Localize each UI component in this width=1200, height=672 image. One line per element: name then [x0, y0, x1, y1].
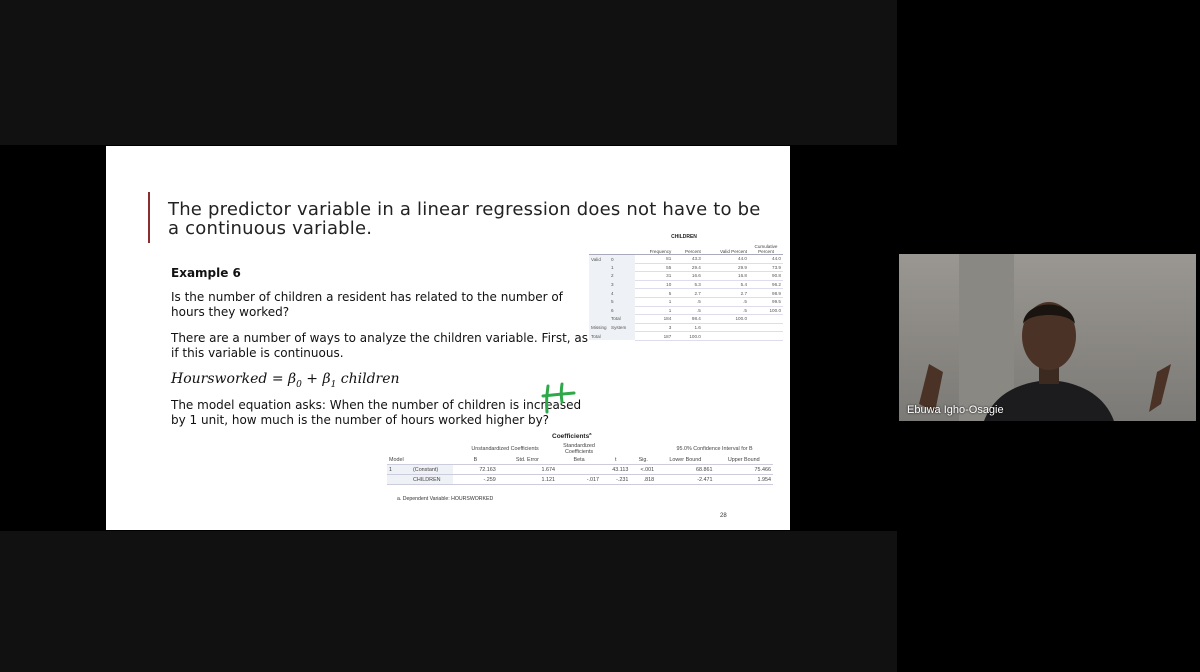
- example-heading: Example 6: [171, 266, 241, 280]
- approach-paragraph: There are a number of ways to analyze the children variable. First, as if this variable is continuous.: [171, 331, 589, 360]
- column-header: Frequency: [635, 244, 673, 255]
- table-cell: Valid: [589, 255, 609, 264]
- table-cell: 184: [635, 315, 673, 324]
- table-row: [387, 465, 773, 475]
- table-cell: .5: [673, 306, 703, 315]
- table-cell: 5.3: [673, 280, 703, 289]
- table-cell: 98.4: [673, 315, 703, 324]
- table-cell: 1: [635, 306, 673, 315]
- plus-annotation-icon: [540, 382, 580, 418]
- table-cell: 29.9: [703, 263, 749, 272]
- equation-plus: +: [306, 371, 323, 387]
- table-cell: [589, 263, 609, 272]
- table-cell: 5: [635, 289, 673, 298]
- table-cell: .818: [630, 475, 656, 485]
- table-cell: 2: [609, 272, 635, 281]
- table-row: [589, 263, 783, 272]
- table-cell: Total: [589, 332, 609, 341]
- column-header: [609, 244, 635, 255]
- table-cell: 90.8: [749, 272, 783, 281]
- table-cell: 72.163: [453, 465, 498, 475]
- table-cell: 55: [635, 263, 673, 272]
- table-cell: 75.466: [715, 465, 773, 475]
- table-cell: 44.0: [703, 255, 749, 264]
- equation-variable: children: [340, 371, 400, 387]
- participant-video-feed: [899, 254, 1196, 421]
- table-cell: [749, 323, 783, 332]
- table-cell: (Constant): [411, 465, 453, 475]
- table-cell: CHILDREN: [411, 475, 453, 485]
- table-cell: 0: [609, 255, 635, 264]
- header-row-columns: [387, 455, 773, 465]
- question-paragraph: Is the number of children a resident has related to the number of hours they worked?: [171, 290, 563, 319]
- table-cell: [703, 332, 749, 341]
- table-row: [387, 475, 773, 485]
- children-frequency-table: [589, 234, 783, 341]
- table-cell: .5: [673, 297, 703, 306]
- equation-equals: =: [271, 371, 289, 387]
- table-cell: .5: [703, 306, 749, 315]
- table-cell: 96.2: [749, 280, 783, 289]
- beta1-sub: 1: [330, 379, 337, 390]
- unstandardized-group-header: Unstandardized Coefficients: [471, 446, 539, 452]
- table-cell: [589, 297, 609, 306]
- beta0-sub: 0: [296, 379, 302, 390]
- column-header: Valid Percent: [703, 244, 749, 255]
- table-cell: 43.113: [601, 465, 630, 475]
- table-cell: [589, 272, 609, 281]
- table-cell: 10: [635, 280, 673, 289]
- equation-lhs: Hoursworked: [171, 371, 268, 387]
- title-accent-bar: [148, 192, 150, 243]
- table-cell: 1.6: [673, 323, 703, 332]
- table-cell: [387, 443, 411, 455]
- table-cell: System: [609, 323, 635, 332]
- table-cell: [589, 315, 609, 324]
- table-cell: 1: [609, 263, 635, 272]
- table-cell: 29.4: [673, 263, 703, 272]
- table-row: [589, 297, 783, 306]
- column-header: Lower Bound: [656, 455, 714, 465]
- table-cell: 68.861: [656, 465, 714, 475]
- table-cell: [703, 323, 749, 332]
- table-row: [589, 280, 783, 289]
- table-cell: 16.8: [703, 272, 749, 281]
- table-cell: [630, 443, 656, 455]
- caption-superscript: a: [589, 431, 592, 436]
- table-row: [589, 289, 783, 298]
- table-cell: 1.954: [715, 475, 773, 485]
- table-cell: 43.3: [673, 255, 703, 264]
- table-cell: Missing: [589, 323, 609, 332]
- table-cell: .5: [703, 297, 749, 306]
- table-cell: [387, 475, 411, 485]
- column-header: Beta: [557, 455, 601, 465]
- column-header: Percent: [673, 244, 703, 255]
- column-header: Model: [387, 455, 411, 465]
- table-cell: 16.6: [673, 272, 703, 281]
- table-cell: 2.7: [673, 289, 703, 298]
- column-header: Sig.: [630, 455, 656, 465]
- participant-name: Ebuwa Igho-Osagie: [907, 404, 1004, 416]
- table-cell: [589, 280, 609, 289]
- table-cell: [749, 315, 783, 324]
- column-header: Std. Error: [498, 455, 557, 465]
- ci-group-header: 95.0% Confidence Interval for B: [676, 446, 753, 452]
- bottom-black-band: [0, 531, 897, 672]
- table-cell: 44.0: [749, 255, 783, 264]
- column-header: Upper Bound: [715, 455, 773, 465]
- table-row: [589, 315, 783, 324]
- table-cell: 1: [635, 297, 673, 306]
- table-row: [589, 255, 783, 264]
- page-number: 28: [720, 513, 727, 519]
- table-cell: 98.9: [749, 289, 783, 298]
- top-black-band: [0, 0, 897, 145]
- table-row: [589, 272, 783, 281]
- table-cell: -.259: [453, 475, 498, 485]
- header-row-groups: [387, 443, 773, 455]
- table-cell: 187: [635, 332, 673, 341]
- beta0: β: [288, 371, 297, 387]
- table-cell: Total: [609, 315, 635, 324]
- table-cell: [411, 443, 453, 455]
- table-cell: 1: [387, 465, 411, 475]
- table-row: [589, 306, 783, 315]
- shared-slide: [106, 146, 790, 530]
- table-cell: 31: [635, 272, 673, 281]
- table-cell: 2.7: [703, 289, 749, 298]
- column-header: t: [601, 455, 630, 465]
- beta1: β: [322, 371, 331, 387]
- table-cell: 81: [635, 255, 673, 264]
- table-row: [589, 332, 783, 341]
- children-table-caption: CHILDREN: [671, 234, 697, 240]
- table-cell: [601, 443, 630, 455]
- table-cell: [411, 455, 453, 465]
- table-cell: [609, 332, 635, 341]
- table-cell: 1.121: [498, 475, 557, 485]
- table-cell: 99.5: [749, 297, 783, 306]
- table-cell: [749, 332, 783, 341]
- participant-video-tile[interactable]: [899, 254, 1196, 421]
- table-cell: 5: [609, 297, 635, 306]
- table-cell: 100.0: [673, 332, 703, 341]
- table-cell: -2.471: [656, 475, 714, 485]
- model-equation: [171, 371, 400, 390]
- table-cell: -.017: [557, 475, 601, 485]
- table-cell: [589, 289, 609, 298]
- coefficients-caption-text: Coefficients: [552, 433, 590, 441]
- table-cell: 4: [609, 289, 635, 298]
- standardized-group-header: Standardized Coefficients: [563, 443, 595, 455]
- table-cell: 3: [609, 280, 635, 289]
- coefficients-caption: [552, 431, 591, 440]
- table-cell: 3: [635, 323, 673, 332]
- slide-title: The predictor variable in a linear regression does not have to be a continuous variable.: [168, 199, 761, 239]
- table-cell: 100.0: [749, 306, 783, 315]
- table-cell: 1.674: [498, 465, 557, 475]
- table-cell: [589, 306, 609, 315]
- table-cell: <.001: [630, 465, 656, 475]
- table-cell: 100.0: [703, 315, 749, 324]
- table-cell: -.231: [601, 475, 630, 485]
- table-cell: 6: [609, 306, 635, 315]
- table-cell: [557, 465, 601, 475]
- column-header: [589, 244, 609, 255]
- column-header: Cumulative Percent: [749, 244, 783, 255]
- table-cell: 5.4: [703, 280, 749, 289]
- question-paragraph-2: The model equation asks: When the number of children is increased by 1 unit, how much is the number of hours worked higher by?: [171, 398, 582, 427]
- table-row: [589, 323, 783, 332]
- coefficients-footnote: a. Dependent Variable: HOURSWORKED: [397, 496, 494, 502]
- table-cell: 73.9: [749, 263, 783, 272]
- column-header: B: [453, 455, 498, 465]
